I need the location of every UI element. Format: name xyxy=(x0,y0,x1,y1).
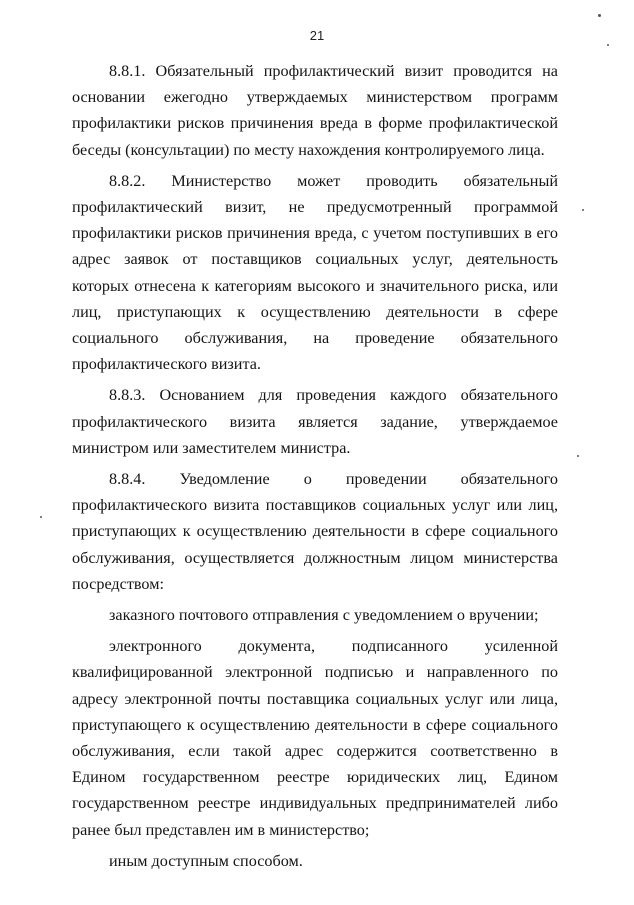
list-item-other: иным доступным способом. xyxy=(109,851,303,870)
document-body xyxy=(72,58,558,879)
paragraph-8-8-3: 8.8.3. Основанием для проведения каждого обязательного профилактического визита является задание, утверждаемое министром или заместителем министра. xyxy=(72,386,558,457)
paragraph-8-8-2: 8.8.2. Министерство может проводить обязательный профилактический визит, не предусмотренный программой профилактики рисков причинения вреда, с учетом поступивших в его адрес заявок от поставщиков социальных услуг, деятельность которых отнесена к категориям высокого и значительного риска, или лиц, приступающих к осуществлению деятельности в сфере социального обслуживания, на проведение обязательного профилактического визита. xyxy=(72,171,558,374)
scan-speck xyxy=(40,516,42,518)
scan-speck xyxy=(607,44,609,46)
paragraph-8-8-4: 8.8.4. Уведомление о проведении обязательного профилактического визита поставщиков социальных услуг или лиц, приступающих к осуществлению деятельности в сфере социального обслуживания, осуществляется должностным лицом министерства посредством: xyxy=(72,470,558,593)
scan-speck xyxy=(598,14,601,17)
scan-speck xyxy=(582,209,584,211)
page-number: 21 xyxy=(309,28,325,43)
list-item-electronic: электронного документа, подписанного усиленной квалифицированной электронной подписью и направленного по адресу электронной почты поставщика социальных услуг или лица, приступающего к осуществлению деятельности в сфере социального обслуживания, если такой адрес содержится соответственно в Едином государственном реестре юридических лиц, Едином государственном реестре индивидуальных предпринимателей либо ранее был представлен им в министерство; xyxy=(72,637,558,839)
list-item-postal: заказного почтового отправления с уведомлением о вручении; xyxy=(109,606,539,625)
scan-speck xyxy=(577,455,579,457)
paragraph-8-8-1: 8.8.1. Обязательный профилактический визит проводится на основании ежегодно утверждаемых министерством программ профилактики рисков причинения вреда в форме профилактической беседы (консультации) по месту нахождения контролируемого лица. xyxy=(72,62,558,159)
